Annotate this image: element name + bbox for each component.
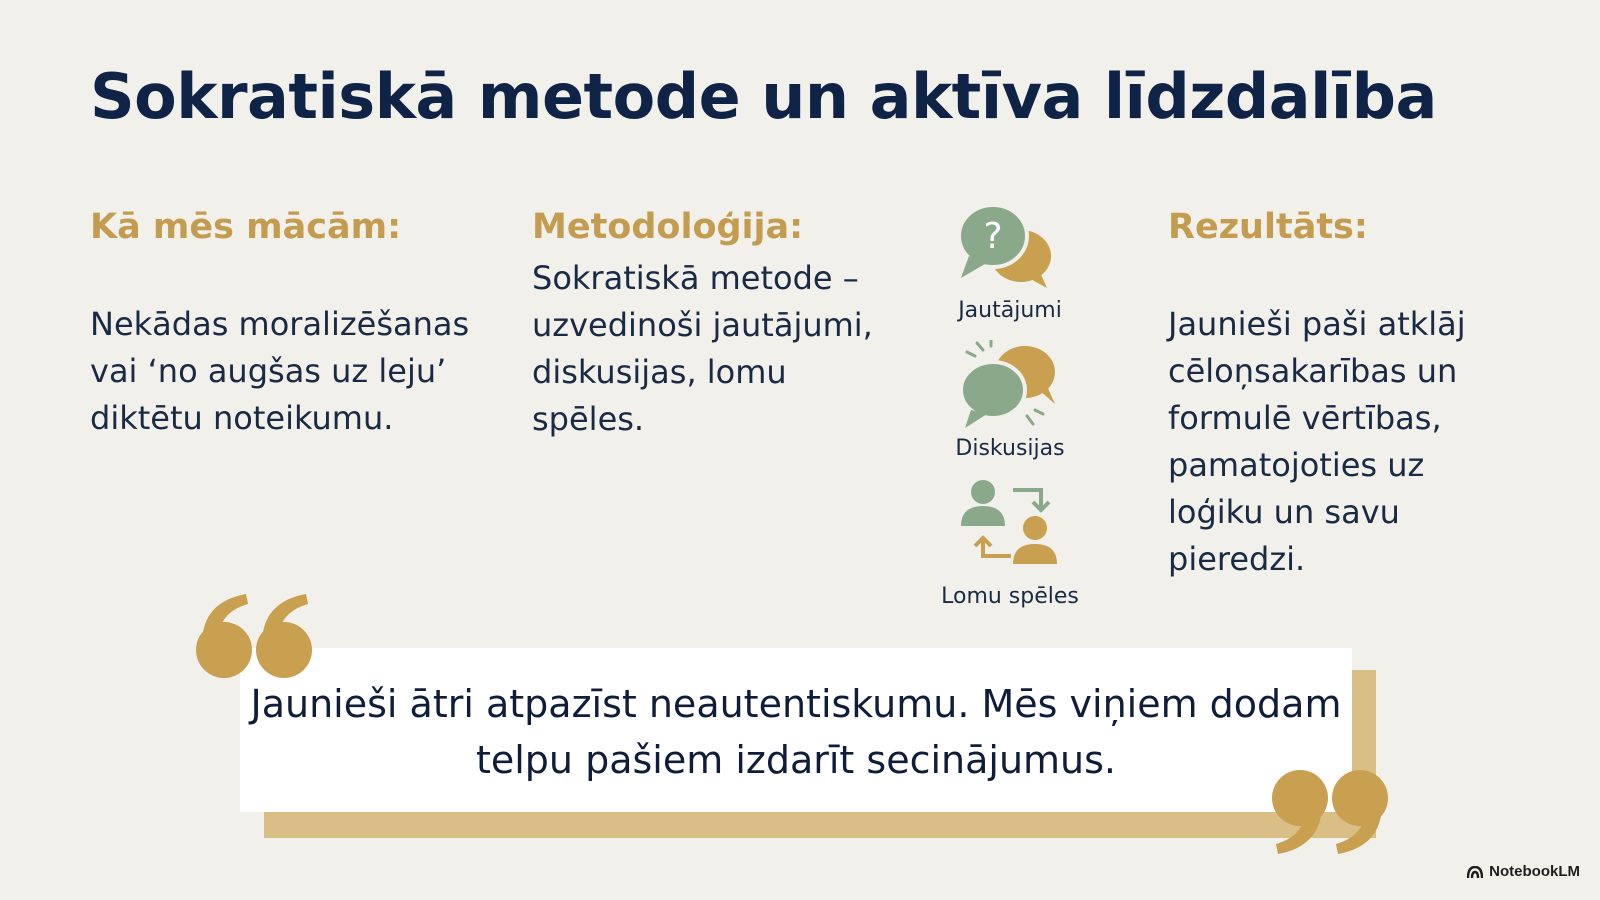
column-heading-result: Rezultāts: — [1168, 207, 1368, 247]
column-text-methodology: Sokratiskā metode – uzvedinoši jautājumi, diskusijas, lomu spēles. — [532, 259, 873, 438]
icon-label-role-plays: Lomu spēles — [941, 584, 1079, 609]
icon-label-discussions: Diskusijas — [955, 436, 1065, 461]
open-quote-icon — [192, 594, 316, 688]
column-text-result: Jaunieši paši atklāj cēloņsakarības un formulē vērtības, pamatojoties uz loģiku un savu pieredzi. — [1168, 305, 1466, 578]
brand-name: NotebookLM — [1489, 863, 1580, 880]
notebooklm-logo-icon — [1467, 866, 1483, 878]
brand-watermark — [1467, 863, 1580, 880]
role-swap-icon — [955, 478, 1065, 568]
column-text-how-we-teach: Nekādas moralizēšanas vai ‘no augšas uz leju’ diktētu noteikumu. — [90, 305, 470, 437]
question-bubbles-icon — [955, 200, 1065, 290]
svg-text:?: ? — [983, 216, 1003, 257]
icon-label-questions: Jautājumi — [958, 298, 1062, 323]
column-heading-methodology: Metodoloģija: — [532, 207, 804, 247]
discussion-bubbles-icon — [955, 340, 1065, 430]
page-title: Sokratiskā metode un aktīva līdzdalība — [90, 60, 1437, 133]
column-heading-how-we-teach: Kā mēs mācām: — [90, 207, 402, 247]
quote-text: Jaunieši ātri atpazīst neautentiskumu. Mēs viņiem dodam telpu pašiem izdarīt secinājumus. — [250, 682, 1342, 782]
close-quote-icon — [1268, 764, 1392, 858]
